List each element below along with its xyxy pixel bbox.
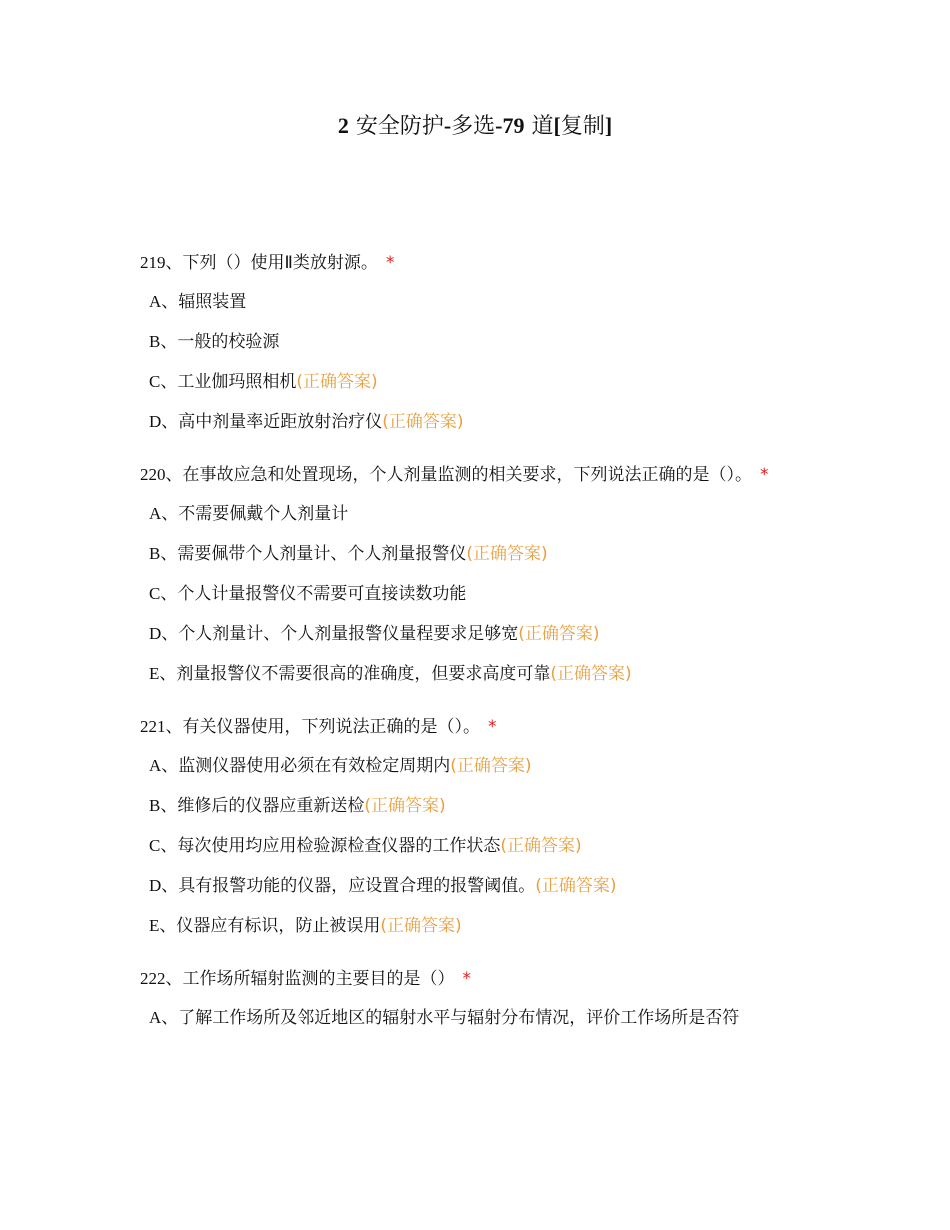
question-219 [140,244,820,442]
option-b[interactable]: B、一般的校验源 [149,332,280,352]
correct-answer-tag: (正确答案) [380,916,462,936]
correct-answer-tag: (正确答案) [535,876,617,896]
question-220 [140,456,820,694]
question-221 [140,708,820,946]
option-c[interactable]: C、工业伽玛照相机(正确答案) [149,372,378,392]
correct-answer-tag: (正确答案) [382,412,464,432]
option-a[interactable]: A、了解工作场所及邻近地区的辐射水平与辐射分布情况，评价工作场所是否符 [149,1008,740,1028]
page-title: 2 安全防护-多选-79 道[复制] [337,113,613,139]
option-d[interactable]: D、具有报警功能的仪器，应设置合理的报警阈值。(正确答案) [149,876,617,896]
option-e[interactable]: E、剂量报警仪不需要很高的准确度，但要求高度可靠(正确答案) [149,664,632,684]
option-a[interactable]: A、监测仪器使用必须在有效检定周期内(正确答案) [149,756,532,776]
correct-answer-tag: (正确答案) [364,796,446,816]
option-c[interactable]: C、个人计量报警仪不需要可直接读数功能 [149,584,467,604]
correct-answer-tag: (正确答案) [450,756,532,776]
question-stem: 219、下列（）使用Ⅱ类放射源。 * [140,253,395,273]
correct-answer-tag: (正确答案) [518,624,600,644]
required-mark: * [385,253,395,273]
option-a[interactable]: A、不需要佩戴个人剂量计 [149,504,349,524]
correct-answer-tag: (正确答案) [500,836,582,856]
question-stem: 220、在事故应急和处置现场，个人剂量监测的相关要求，下列说法正确的是（）。 * [140,465,769,485]
option-b[interactable]: B、维修后的仪器应重新送检(正确答案) [149,796,446,816]
question-222 [140,960,820,1038]
correct-answer-tag: (正确答案) [466,544,548,564]
required-mark: * [488,717,497,737]
question-list [140,244,820,1052]
required-mark: * [462,969,471,989]
correct-answer-tag: (正确答案) [550,664,632,684]
required-mark: * [760,465,769,485]
option-d[interactable]: D、高中剂量率近距放射治疗仪(正确答案) [149,412,464,432]
option-c[interactable]: C、每次使用均应用检验源检查仪器的工作状态(正确答案) [149,836,582,856]
option-e[interactable]: E、仪器应有标识，防止被误用(正确答案) [149,916,462,936]
option-d[interactable]: D、个人剂量计、个人剂量报警仪量程要求足够宽(正确答案) [149,624,600,644]
question-stem: 222、工作场所辐射监测的主要目的是（） * [140,969,471,989]
correct-answer-tag: (正确答案) [296,372,378,392]
option-b[interactable]: B、需要佩带个人剂量计、个人剂量报警仪(正确答案) [149,544,548,564]
option-a[interactable]: A、辐照装置 [149,292,247,312]
question-stem: 221、有关仪器使用，下列说法正确的是（）。 * [140,717,497,737]
